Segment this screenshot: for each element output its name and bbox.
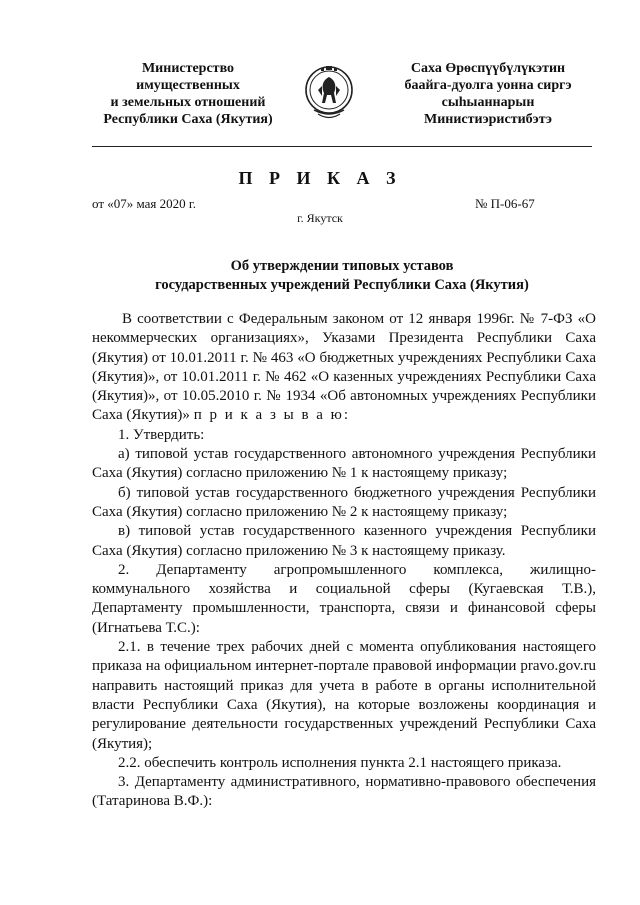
- document-type-heading: П Р И К А З: [238, 168, 402, 188]
- ministry-name-ru: [92, 60, 284, 128]
- letterhead: [0, 60, 640, 140]
- clause-2-2: 2.2. обеспечить контроль исполнения пункта 2.1 настоящего приказа.: [118, 754, 562, 771]
- preamble-paragraph: [92, 310, 596, 426]
- document-title-line: государственных учреждений Республики Саха (Якутия): [155, 277, 529, 293]
- ministry-name-ru-line: Министерство: [141, 61, 235, 76]
- document-date: от «07» мая 2020 г.: [92, 196, 197, 211]
- clause-1: 1. Утвердить:: [118, 426, 205, 443]
- clause-3: 3. Департаменту административного, нормативно-правового обеспечения (Татаринова В.Ф.):: [92, 774, 596, 810]
- ministry-name-ru-line: имущественных: [136, 78, 240, 93]
- sakha-coat-of-arms-icon: [304, 60, 354, 124]
- ministry-name-sakha-line: сыһыаннарын: [441, 95, 535, 110]
- clause-1a: а) типовой устав государственного автономного учреждения Республики Саха (Якутия) согласно приложению № 1 к настоящему приказу;: [92, 446, 596, 482]
- document-title: [92, 257, 592, 295]
- clause-1c: в) типовой устав государственного казенного учреждения Республики Саха (Якутия) согласно приложению № 3 к настоящему приказу.: [92, 523, 596, 559]
- ministry-name-ru-line: Республики Саха (Якутия): [103, 112, 273, 127]
- clause-1b: б) типовой устав государственного бюджетного учреждения Республики Саха (Якутия) согласно приложению № 2 к настоящему приказу;: [92, 484, 596, 520]
- order-word: п р и к а з ы в а ю:: [193, 407, 351, 424]
- clause-2-1: 2.1. в течение трех рабочих дней с момента опубликования настоящего приказа на официальном интернет-портале правовой информации pravo.gov.ru направить настоящий приказ для учета в работе в органы исполнительной власти Республики Саха (Якутия), на которые возложены координация и регулирование деятельности государственных учреждений Республики Саха (Якутия);: [92, 639, 596, 752]
- clause-2: 2. Департаменту агропромышленного комплекса, жилищно-коммунального хозяйства и социальной сферы (Кугаевская Т.В.), Департаменту промышленности, транспорта, связи и финансовой сферы (Игнатьева Т.С.):: [92, 561, 596, 636]
- document-body: [92, 310, 596, 812]
- document-number: № П-06-67: [475, 196, 535, 211]
- document-city: г. Якутск: [297, 211, 343, 225]
- ministry-name-sakha-line: Министиэристибэтэ: [424, 112, 552, 127]
- ministry-name-ru-line: и земельных отношений: [110, 95, 266, 110]
- ministry-name-sakha-line: баайга-дуолга уонна сиргэ: [404, 78, 572, 93]
- header-divider: [92, 146, 592, 147]
- document-title-line: Об утверждении типовых уставов: [230, 258, 454, 274]
- ministry-name-sakha-line: Саха Өрөспүүбүлүкэтин: [410, 61, 566, 76]
- preamble-text: В соответствии с Федеральным законом от 12 января 1996г. № 7-ФЗ «О некоммерческих организациях», Указами Президента Республики Саха (Якутия) от 10.01.2011 г. № 463 «О бюджетных учреждениях Республики Саха (Якутия)», от 10.01.2011 г. № 462 «О казенных учреждениях Республики Саха (Якутия)», от 10.05.2010 г. № 1934 «Об автономных учреждениях Республики Саха (Якутия)»: [92, 311, 596, 424]
- ministry-name-sakha: [382, 60, 594, 128]
